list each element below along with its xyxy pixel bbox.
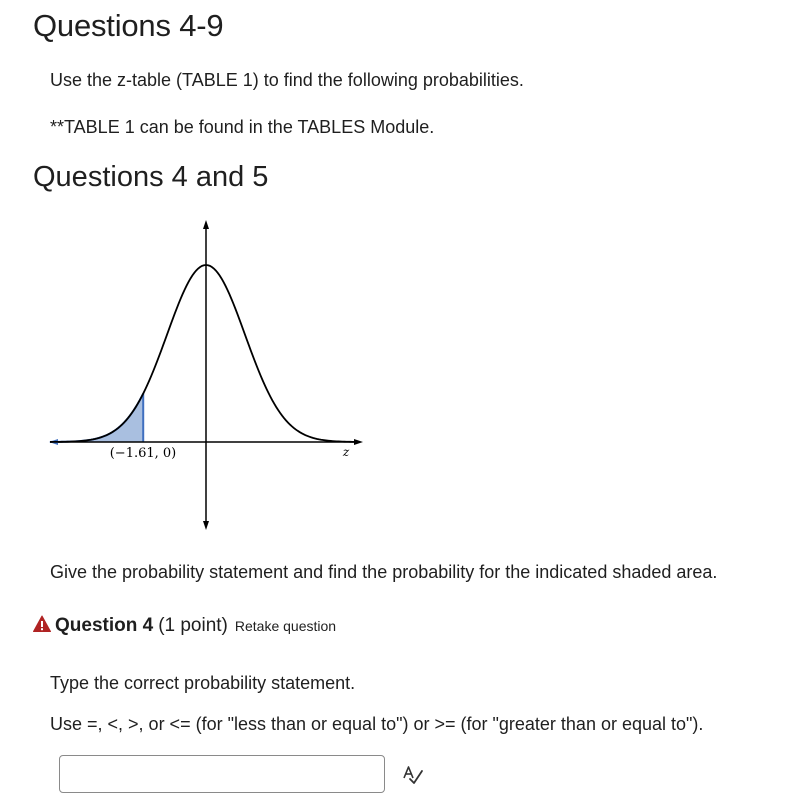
instructions-text: Use the z-table (TABLE 1) to find the following probabilities. xyxy=(50,70,524,90)
spellcheck-icon[interactable] xyxy=(402,765,424,785)
retake-question-link[interactable]: Retake question xyxy=(234,618,337,634)
probability-statement-input[interactable] xyxy=(59,755,385,793)
instruction-statement: Type the correct probability statement. xyxy=(50,673,356,693)
question-title: Question 4 xyxy=(55,615,154,636)
section-title: Questions 4-9 xyxy=(33,8,224,43)
question-header xyxy=(33,613,336,637)
prompt-text: Give the probability statement and find the probability for the indicated shaded area. xyxy=(50,562,718,582)
instruction-operators: Use =, <, >, or <= (for "less than or equal to") or >= (for "greater than or equal to"). xyxy=(50,714,704,734)
boundary-point-label: (−1.61, 0) xyxy=(109,446,177,461)
warning-triangle-icon xyxy=(33,615,51,633)
y-axis-down-arrow xyxy=(203,521,209,530)
table-note-text: **TABLE 1 can be found in the TABLES Module. xyxy=(50,117,435,137)
normal-curve-figure xyxy=(45,215,375,535)
y-axis-up-arrow xyxy=(203,220,209,229)
bell-curve xyxy=(50,265,358,442)
z-axis-label: z xyxy=(342,445,350,459)
subsection-title: Questions 4 and 5 xyxy=(33,161,269,193)
question-points: (1 point) xyxy=(158,615,228,636)
